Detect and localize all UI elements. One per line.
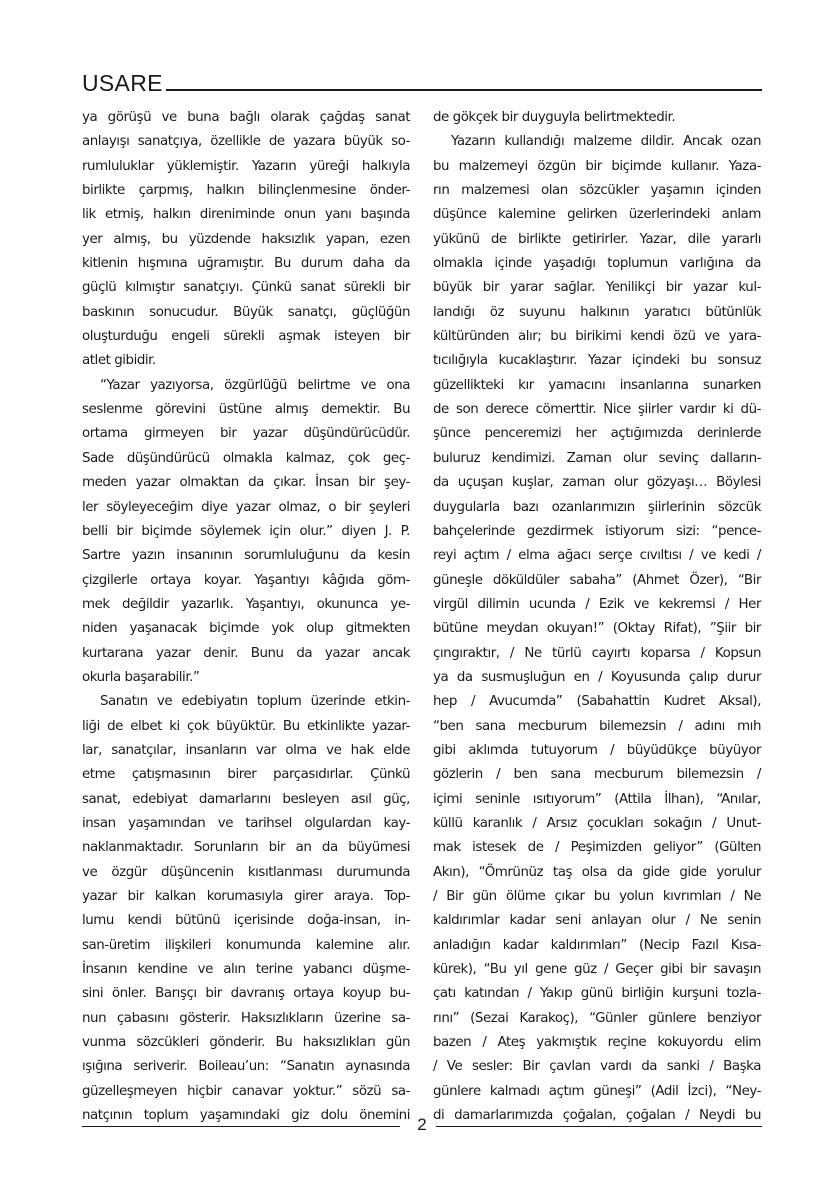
text-line: vunma sözcükleri gönderir. Bu haksızlıkları gün (82, 1035, 410, 1051)
text-line: kurtarana yazar denir. Bunu da yazar ancak (82, 645, 410, 661)
text-line: bahçelerinde gezdirmek istiyorum sizi: “pence- (433, 523, 761, 539)
text-line: güzelleşmeyen hiçbir canavar yoktur.” sözü sa- (82, 1083, 410, 1099)
text-line: Sanatın ve edebiyatın toplum üzerinde etkin- (100, 694, 410, 710)
text-line: niden yaşanacak biçimde yok olup gitmekten (82, 621, 410, 637)
text-line: seslenme görevini üstüne almış demektir. Bu (82, 402, 410, 418)
text-line: kaldırımlar kadar seni anlayan olur / Ne senin (433, 913, 761, 929)
text-line: “Yazar yazıyorsa, özgürlüğü belirtme ve ona (100, 377, 410, 393)
text-line: ortama girmeyen bir yazar düşündürücüdür. (82, 426, 410, 442)
text-line: birlikte çarpmış, halkın bilinçlenmesine önder- (82, 183, 410, 199)
text-line: mek değildir yazarlık. Yaşantıyı, okununca ye- (82, 596, 410, 612)
text-line: İnsanın kendine ve alın terine yabancı düşme- (82, 962, 410, 978)
text-line: olmakla içinde yaşadığı toplumun varlığına da (433, 256, 761, 272)
text-line: büyük bir yarar sağlar. Yenilikçi bir yazar kul- (433, 280, 761, 296)
text-line: rumluluklar yüklemiştir. Yazarın yüreği halkıyla (82, 158, 410, 174)
right-text-column (433, 106, 761, 1128)
text-line: gözlerin / ben sana mecburum bilemezsin / (433, 767, 761, 783)
text-line: kürek), “Bu yıl gene güz / Geçer gibi bir savaşın (433, 962, 761, 978)
text-line: çıngıraktır, / Ne türlü cayırtı koparsa / Kopsun (433, 645, 761, 661)
text-line: reyi açtım / elma ağacı serçe cıvıltısı / ve kedi / (433, 548, 761, 564)
text-line: güzellikteki kır yamacını insanlarına sunarken (433, 377, 761, 393)
text-line: liği de elbet ki çok büyüktür. Bu etkinlikte yazar- (82, 718, 410, 734)
text-line: san-üretim ilişkileri konumunda kalemine alır. (82, 937, 410, 953)
text-line: yer almış, bu yüzdende haksızlık yapan, ezen (82, 231, 410, 247)
text-line: “ben sana mecburum bilemezsin / adını mıh (433, 718, 761, 734)
text-line: anladığın kadar kaldırımları” (Necip Fazıl Kısa- (433, 937, 761, 953)
text-line: de son derece cömerttir. Nice şiirler vardır ki dü- (433, 402, 761, 418)
text-line: güneşle döküldüler sabaha” (Ahmet Özer), “Bir (433, 572, 761, 588)
text-line: bazen / Ateş yakmıştık reçine kokuyordu elim (433, 1035, 761, 1051)
text-line: mak istesek de / Peşimizden geliyor” (Gülten (433, 840, 761, 856)
text-line: / Ve sesler: Bir çavlan vardı da sanki / Başka (433, 1059, 761, 1075)
text-line: çatı katından / Yakıp günü birliğin kurşuni tozla- (433, 986, 761, 1002)
text-line: lik etmiş, halkın direniminde onun yanı başında (82, 207, 410, 223)
text-line: ya da susmuşluğun en / Koyusunda çalıp durur (433, 669, 761, 685)
text-line: içimi seninle ısıtıyorum” (Attila İlhan), “Anılar, (433, 791, 761, 807)
text-line: baskının sonucudur. Büyük sanatçı, güçlüğün (82, 304, 410, 320)
text-line: rını” (Sezai Karakoç), “Günler günlere benziyor (433, 1010, 761, 1026)
text-line: yazar bir kalkan korumasıyla girer araya. Top- (82, 889, 410, 904)
text-line: natçının toplum yaşamındaki giz dolu önemini (82, 1108, 410, 1124)
text-line: da uçuşan kuşlar, zaman olur gözyaşı… Böylesi (433, 475, 761, 491)
page-footer (82, 1116, 762, 1136)
left-text-column (82, 106, 410, 1128)
text-line: / Bir gün ölüme çıkar bu yolun kıvrımları / Ne (433, 889, 761, 904)
text-line: Sade düşündürücü olmakla kalmaz, çok geç- (82, 450, 410, 466)
text-line: bu malzemeyi özgün bir biçimde kullanır. Yaza- (433, 158, 761, 174)
text-line: küllü karanlık / Arsız çocukları sokağın / Unut- (433, 815, 761, 831)
text-line: meden yazar olmaktan da çıkar. İnsan bir şey- (82, 475, 410, 491)
text-line: kültüründen alır; bu birikimi kendi özü ve yara- (433, 329, 761, 345)
text-line: duygularla bazı ozanlarımızın şiirlerinin sözcük (433, 499, 761, 515)
page-number: 2 (417, 1115, 427, 1134)
text-line: lar, sanatçılar, insanların var olma ve hak elde (82, 742, 410, 758)
text-line: sini önler. Barışçı bir davranış ortaya koyup bu- (82, 986, 410, 1002)
text-line: bütüne meydan okuyan!” (Oktay Rifat), ”Şiir bir (433, 621, 761, 637)
text-line: ler söyleyeceğim diye yazar olmaz, o bir şeyleri (82, 499, 410, 515)
text-line: günlere kalmadı açtım güneşi” (Adil İzci), “Ney- (433, 1083, 761, 1099)
text-line: oluşturduğu engeli sürekli aşmak isteyen bir (82, 329, 410, 345)
text-line: şünce penceremizi her açtığımızda derinlerde (433, 426, 761, 442)
text-line: landığı öz suyunu halkının yaratıcı bütünlük (433, 304, 761, 320)
text-line: çizgilerle ortaya koyar. Yaşantıyı kâğıda göm- (82, 572, 410, 588)
text-line: rın malzemesi olan sözcükler yaşamın içinden (433, 183, 761, 199)
text-line: hep / Avucumda” (Sabahattin Kudret Aksal), (433, 694, 761, 710)
text-line: ışığına seriverir. Boileau’un: “Sanatın aynasında (82, 1059, 410, 1075)
text-line: düşünce kalemine gelirken üzerlerindeki anlam (433, 207, 761, 223)
text-line: ya görüşü ve buna bağlı olarak çağdaş sanat (82, 110, 410, 125)
text-line: Sartre yazın insanının sorumluluğunu da kesin (82, 548, 410, 564)
text-line: ve özgür düşüncenin kısıtlanması durumunda (82, 864, 410, 880)
text-line: de gökçek bir duyguyla belirtmektedir. (433, 110, 676, 125)
text-line: lumu kendi bütünü içerisinde doğa-insan, in- (82, 913, 410, 929)
text-line: yükünü de birlikte getirirler. Yazar, dile yararlı (433, 231, 761, 247)
text-line: anlayışı sanatçıya, özellikle de yazara büyük so- (82, 134, 410, 150)
journal-title: USARE (82, 70, 163, 96)
text-line: kitlenin hışmına uğramıştır. Bu durum daha da (82, 256, 410, 272)
text-line: di damarlarımızda çoğalan, çoğalan / Neydi bu (433, 1108, 761, 1124)
text-line: Yazarın kullandığı malzeme dildir. Ancak ozan (451, 134, 761, 150)
text-line: okurla başarabilir.” (82, 669, 200, 685)
page-header (82, 72, 762, 94)
text-line: belli bir biçimde söylemek için olur.” diyen J. P. (82, 523, 410, 539)
footer-rule-right (436, 1126, 762, 1127)
text-line: etme çatışmasının birer parçasıdırlar. Çünkü (82, 767, 410, 783)
header-rule (166, 89, 762, 91)
text-line: naklanmaktadır. Sorunların bir an da büyümesi (82, 840, 410, 856)
text-line: atlet gibidir. (82, 353, 156, 369)
text-line: buluruz kendimizi. Zaman olur sevinç dalların- (433, 450, 761, 466)
text-line: güçlü kılmıştır sanatçıyı. Çünkü sanat sürekli bir (82, 280, 410, 296)
text-line: Akın), “Ömrünüz taş olsa da gide gide yorulur (433, 864, 761, 880)
text-line: gibi aklımda tutuyorum / büyüdükçe büyüyor (433, 742, 761, 758)
footer-rule-left (82, 1126, 400, 1127)
text-line: sanat, edebiyat damarlarını besleyen asıl güç, (82, 791, 410, 807)
text-line: virgül dilimin ucunda / Ezik ve kekremsi / Her (433, 596, 761, 612)
text-line: insan yaşamından ve tarihsel olgulardan kay- (82, 815, 410, 831)
text-line: tıcılığıyla kucaklaştırır. Yazar içindeki bu sonsuz (433, 353, 761, 369)
text-line: nun çabasını gösterir. Haksızlıkların üzerine sa- (82, 1010, 410, 1026)
